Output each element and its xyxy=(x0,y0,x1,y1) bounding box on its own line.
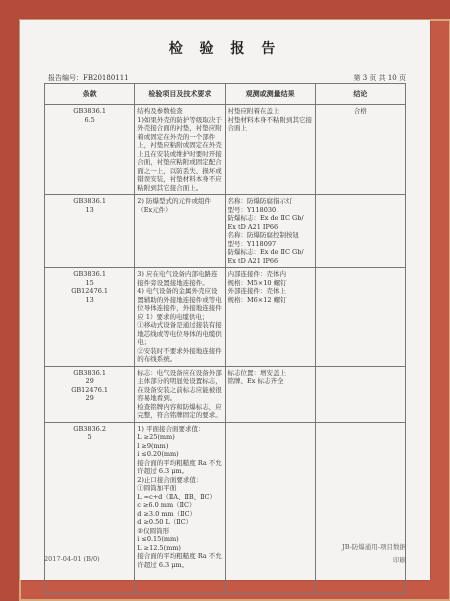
cell-req: 1) 平面接合面要求值： L ≥25(mm) l ≥9(mm) i ≤0.20(mm) 接合面的平均粗糙度 Ra 不允许超过 6.3 μm。 2)止口接合面要求值： ①圆筒加平面 L =c+d（ⅡA、ⅡB、ⅡC） c ≥6.0 mm（ⅡC） d ≥3.0 mm（ⅡC） d ≥0.50 L（ⅡC） ②仅圆筒形 i ≤0.15(mm) L ≥12.5(mm) 接合面的平均粗糙度 Ra 不允许超过 6.3 μm。 xyxy=(135,422,225,592)
table-row xyxy=(45,268,406,367)
footer-stamp: 印刷 xyxy=(393,556,406,564)
cell-req: 标志：电气设备应在设备外部主体部分的明显处设置标志，在设备安装之前标志应能被很容易地看到。 检查铭牌内容和防爆标志，应完整，符合铭牌固定的要求。 xyxy=(135,366,225,422)
cell-ver xyxy=(315,268,405,367)
table-row xyxy=(45,195,406,268)
table-row xyxy=(45,366,406,422)
cell-req: 3) 应在电气设备内部电路连接件旁设置接地连接件。 4) 电气设备的金属外壳应设置辅助的外接地连接件或等电位导体连接件，外接地连接件应 1）要求的电缆供电； ①移动式设备是通过接装有接地芯线或等电位导体的电缆供电； ②安装时不要求外接地连接件的布线系统。 xyxy=(135,268,225,367)
cell-std: GB3836.1 29 GB12476.1 29 xyxy=(45,366,135,422)
inspection-table xyxy=(44,83,406,593)
table-row xyxy=(45,105,406,195)
table-row xyxy=(45,422,406,592)
cell-std: GB3836.2 5 xyxy=(45,422,135,592)
table-body xyxy=(45,105,406,593)
cell-std: GB3836.1 13 xyxy=(45,195,135,268)
cell-ver xyxy=(315,195,405,268)
col-clause: 条款 xyxy=(45,84,135,105)
page-title: 检 验 报 告 xyxy=(168,41,282,57)
report-number: 报告编号：FB20180111 xyxy=(48,74,129,82)
cell-ver: 合格 xyxy=(315,105,405,195)
cell-req: 2) 防爆型式的元件或组件（Ex元件） xyxy=(135,195,225,268)
table-header xyxy=(45,84,406,105)
page-indicator: 第 3 页 共 10 页 xyxy=(353,74,406,82)
cell-res: 衬垫应附着在盖上 衬垫材料本身不粘附到其它接合面上 xyxy=(225,105,315,195)
col-conclusion: 结论 xyxy=(315,84,405,105)
cell-ver xyxy=(315,422,405,592)
cell-std: GB3836.1 6.5 xyxy=(45,105,135,195)
cell-std: GB3836.1 15 GB12476.1 13 xyxy=(45,268,135,367)
cell-res: 内部连接件：壳体内 规格：M5×10 螺钉 外部连接件：壳体上 规格：M6×12 螺钉 xyxy=(225,268,315,367)
footer-form-code: JB-防爆通用-项目数据 xyxy=(342,543,406,551)
cell-req: 结构及参数检查 1)如果外壳的防护等级取决于外壳接合面的衬垫，衬垫应附着或固定在外壳的一个部件上，衬垫应粘附或固定在外壳上且在安装或维护时要时开接合面，衬垫应粘附或固定配合面之一上，以防丢失、损坏或错误安装，衬垫材料本身不应粘附到其它接合面上。 xyxy=(135,105,225,195)
footer-date: 2017-04-01 (B/0) xyxy=(44,555,100,563)
cell-ver xyxy=(315,366,405,422)
col-results: 观测或测量结果 xyxy=(225,84,315,105)
cell-res xyxy=(225,422,315,592)
document-page xyxy=(20,20,430,580)
col-requirements: 检验项目及技术要求 xyxy=(135,84,225,105)
cell-res: 名称：防爆防腐指示灯 型号：Y118030 防爆标志：Ex de ⅡC Gb/ Ex tD A21 IP66 名称：防爆防腐控制按钮 型号：Y118097 防爆标志：Ex de ⅡC Gb/ Ex tD A21 IP66 xyxy=(225,195,315,268)
cell-res: 标志位置：增安盖上 铭牌、Ex 标志齐全 xyxy=(225,366,315,422)
